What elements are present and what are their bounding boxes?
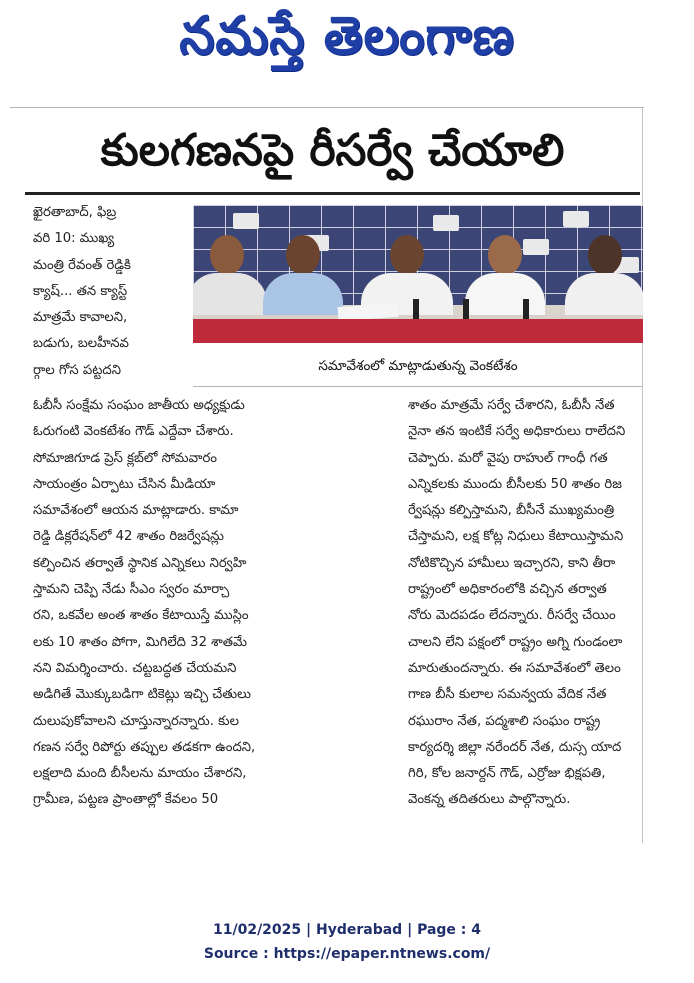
microphone-icon (523, 299, 529, 321)
article-line: గాణ బీసీ కులాల సమన్వయ వేదిక నేత (408, 687, 607, 703)
article-line: ఓబీసీ సంక్షేమ సంఘం జాతీయ అధ్యక్షుడు (33, 398, 245, 413)
article-line: నోరు మెదపడం లేదన్నారు. రీసర్వే చేయిం (408, 608, 616, 624)
article-line: కల్పించిన తర్వాతే స్థానిక ఎన్నికలు నిర్వహి (33, 555, 247, 571)
press-meet-photo (193, 205, 643, 343)
article-line: దులుపుకోవాలని చూస్తున్నారన్నారు. కుల (33, 713, 239, 729)
article-line: గణన సర్వే రిపోర్టు తప్పుల తడకగా ఉందని, (33, 739, 256, 755)
article-line: చాలని లేని పక్షంలో రాష్ట్రం అగ్ని గుండంలా (408, 634, 623, 650)
article-line: వెంకన్న తదితరులు పాల్గొన్నారు. (408, 792, 571, 808)
article-line: క్యాష్... తన క్యాస్ట్ (33, 283, 128, 299)
table (193, 319, 643, 343)
article-line: సాయంత్రం ఏర్పాటు చేసిన మీడియా (33, 476, 216, 492)
article-line: మారుతుందన్నారు. ఈ సమావేశంలో తెలం (408, 660, 621, 676)
article-line: నోటికొచ్చిన హామీలు ఇచ్చారని, కాని తీరా (408, 555, 616, 571)
article-line: రాష్ట్రంలో అధికారంలోకి వచ్చిన తర్వాత (408, 582, 607, 598)
article-line: చేస్తామని, లక్ష కోట్ల నిధులు కేటాయిస్తామని (408, 529, 624, 545)
article-column-right (408, 393, 633, 814)
article-line: లక్షలాది మంది బీసీలను మాయం చేశారని, (33, 766, 247, 782)
person (193, 235, 267, 323)
article-line: అడిగితే మొక్కుబడిగా టికెట్లు ఇచ్చి చేతులు (33, 687, 251, 703)
article-line: శాతం మాత్రమే సర్వే చేశారని, ఓబీసీ నేత (408, 398, 615, 413)
article-line: రఘురాం నేత, పద్మశాలి సంఘం రాష్ట్ర (408, 713, 601, 729)
article-line: గిరి, కోల జనార్దన్ గౌడ్, ఎర్రోజు భిక్షపతి, (408, 766, 606, 782)
headline: కులగణనపై రీసర్వే చేయాలి (100, 125, 565, 176)
article-line: ర్గాల గోస పట్టదని (33, 362, 121, 378)
article-line: సమావేశంలో ఆయన మాట్లాడారు. కామా (33, 503, 239, 519)
photo-caption: సమావేశంలో మాట్లాడుతున్న వెంకటేశం (193, 346, 643, 387)
article-line: నని విమర్శించారు. చట్టబద్ధత చేయమని (33, 660, 237, 676)
footer-source-link[interactable]: Source : https://epaper.ntnews.com/ (203, 946, 491, 962)
person (565, 235, 643, 323)
article-line: ర్వేషన్లు కల్పిస్తామని, బీసీనే ముఖ్యమంత్రి (408, 503, 615, 519)
article-line: లకు 10 శాతం పోగా, మిగిలేది 32 శాతమే (33, 634, 247, 650)
article-line: గ్రామీణ, పట్టణ ప్రాంతాల్లో కేవలం 50 (33, 792, 219, 808)
article-line: రెడ్డి డిక్లరేషన్‌లో 42 శాతం రిజర్వేషన్లు (33, 529, 224, 545)
microphone-icon (413, 299, 419, 321)
article-line: ఎన్నికలకు ముందు బీసీలకు 50 శాతం రిజ (408, 476, 622, 492)
article-line: ఖైరతాబాద్, ఫిబ్ర (33, 205, 117, 220)
footer-date-line: 11/02/2025 | Hyderabad | Page : 4 (212, 922, 482, 938)
footer (0, 918, 694, 966)
article-line: కార్యదర్శి జిల్లా నరేందర్ నేత, దుస్స యాద (408, 739, 622, 755)
article-line: వరి 10: ముఖ్య (33, 231, 115, 247)
article-column-left (33, 393, 398, 814)
article-line: చెప్పారు. మరో వైపు రాహుల్ గాంధీ గత (408, 450, 608, 466)
article-line: మంత్రి రేవంత్ రెడ్డికి (33, 257, 131, 273)
article-line: బడుగు, బలహీనవ (33, 336, 129, 352)
newspaper-logo: నమస్తే తెలంగాణ (179, 4, 515, 67)
person (465, 235, 545, 323)
article-column-left-top (33, 200, 188, 384)
top-divider (10, 107, 644, 108)
article-line: రని, ఒకవేల అంత శాతం కేటాయిస్తే ముస్లిం (33, 608, 249, 624)
masthead (0, 0, 694, 100)
article-line: ఓరుగంటి వెంకటేశం గౌడ్ ఎద్దేవా చేశారు. (33, 424, 234, 440)
article-line: నైనా తన ఇంటికే సర్వే అధికారులు రాలేదని (408, 424, 626, 440)
article-line: మాత్రమే కావాలని, (33, 310, 128, 326)
headline-divider (25, 192, 640, 195)
article-line: స్తామని చెప్పి నేడు సీఎం స్వరం మార్చా (33, 582, 230, 598)
person (263, 235, 343, 323)
article-line: సోమాజిగూడ ప్రెస్ క్లబ్‌లో సోమవారం (33, 450, 217, 466)
microphone-icon (463, 299, 469, 321)
